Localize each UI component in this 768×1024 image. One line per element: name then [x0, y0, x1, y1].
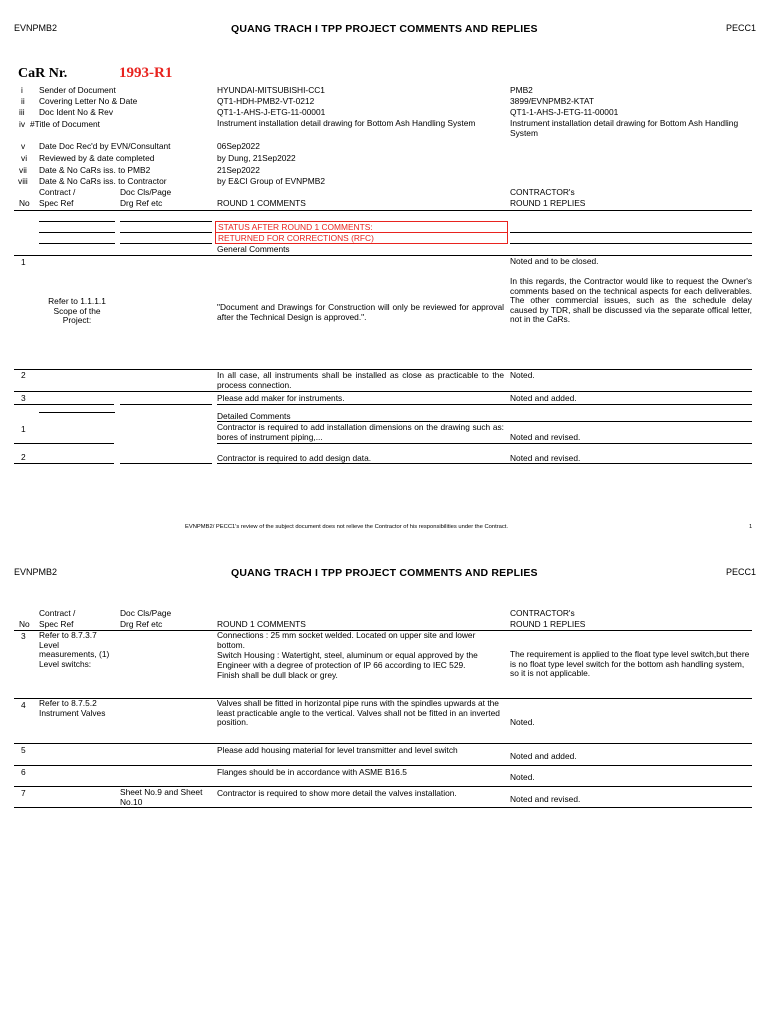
- row-rule: [14, 765, 752, 766]
- row-no: 2: [21, 370, 26, 380]
- col-replies: CONTRACTOR's: [510, 608, 575, 618]
- row-rule: [217, 404, 752, 405]
- cell-rule: [39, 221, 115, 222]
- row-rule: [14, 391, 752, 392]
- row-reply: Noted and added.: [510, 751, 577, 761]
- row-comment: Valves shall be fitted in horizontal pipe runs with the spindles upwards at the least practicable angle to the vertical. Valves shall not be fitted in an inverted position.: [217, 698, 500, 728]
- info-idx: iii: [19, 107, 25, 117]
- detailed-comments-heading: Detailed Comments: [217, 411, 291, 421]
- cell-rule: [39, 412, 115, 413]
- info-value: QT1-1-AHS-J-ETG-11-00001: [217, 107, 326, 117]
- info-label: Reviewed by & date completed: [39, 153, 155, 163]
- row-no: 1: [21, 257, 26, 267]
- info-value: 21Sep2022: [217, 165, 260, 175]
- row-comment: Please add housing material for level transmitter and level switch: [217, 745, 458, 755]
- info-label: Sender of Document: [39, 85, 116, 95]
- row-comment: Contractor is required to show more detail the valves installation.: [217, 788, 457, 798]
- row-spec-ref: Refer to 8.7.3.7 Level measurements, (1) Level switchs:: [39, 630, 110, 669]
- header-left: EVNPMB2: [14, 567, 58, 577]
- info-value: QT1-HDH-PMB2-VT-0212: [217, 96, 315, 106]
- cell-rule: [39, 232, 115, 233]
- row-comment: Contractor is required to add design data.: [217, 453, 372, 463]
- row-no: 3: [21, 393, 26, 403]
- row-doc-ref: Sheet No.9 and Sheet No.10: [120, 787, 203, 807]
- row-reply: Noted.: [510, 370, 535, 380]
- row-rule: [14, 743, 752, 744]
- row-rule: [217, 443, 752, 444]
- header-rule: [14, 210, 752, 211]
- info-label: #Title of Document: [30, 119, 100, 129]
- col-contract: Contract /: [39, 608, 76, 618]
- cell-rule: [120, 221, 212, 222]
- header-title: QUANG TRACH I TPP PROJECT COMMENTS AND REPLIES: [231, 23, 538, 35]
- row-reply: Noted.: [510, 717, 535, 727]
- row-reply: The requirement is applied to the float type level switch,but there is no float type level switch for the bottom ash handling system, so it is not applicable.: [510, 649, 750, 679]
- row-reply: Noted and added.: [510, 393, 577, 403]
- info-idx: v: [21, 141, 26, 151]
- row-rule: [217, 463, 752, 464]
- info-idx: i: [21, 85, 23, 95]
- info-idx: ii: [21, 96, 25, 106]
- col-spec: Spec Ref: [39, 198, 74, 208]
- col-replies-2: ROUND 1 REPLIES: [510, 619, 586, 629]
- info-value: Instrument installation detail drawing for Bottom Ash Handling System: [217, 118, 476, 128]
- row-rule: [120, 463, 212, 464]
- info-idx: vii: [19, 165, 27, 175]
- cell-rule: [120, 243, 212, 244]
- col-comments: ROUND 1 COMMENTS: [217, 198, 306, 208]
- col-no: No: [19, 619, 30, 629]
- row-rule: [14, 404, 114, 405]
- row-comment: In all case, all instruments shall be installed as close as practicable to the process connection.: [217, 370, 504, 390]
- row-comment: Flanges should be in accordance with ASME B16.5: [217, 767, 407, 777]
- info-value-2: Instrument installation detail drawing for Bottom Ash Handling System: [510, 118, 739, 138]
- row-comment: Please add maker for instruments.: [217, 393, 345, 403]
- cell-rule: [510, 243, 752, 244]
- cell-rule: [510, 232, 752, 233]
- row-no: 4: [21, 700, 26, 710]
- info-idx: vi: [21, 153, 28, 163]
- status-title: STATUS AFTER ROUND 1 COMMENTS:: [218, 222, 373, 232]
- col-replies-2: ROUND 1 REPLIES: [510, 198, 586, 208]
- row-spec-ref: Refer to 1.1.1.1 Scope of the Project:: [48, 296, 106, 326]
- row-reply: Noted and to be closed.: [510, 256, 599, 266]
- col-spec: Spec Ref: [39, 619, 74, 629]
- header-left: EVNPMB2: [14, 23, 58, 33]
- col-doc: Doc Cls/Page: [120, 608, 172, 618]
- info-value-2: 3899/EVNPMB2-KTAT: [510, 96, 594, 106]
- col-contract: Contract /: [39, 187, 76, 197]
- info-label: Doc Ident No & Rev: [39, 107, 114, 117]
- col-doc: Doc Cls/Page: [120, 187, 172, 197]
- info-value: HYUNDAI-MITSUBISHI-CC1: [217, 85, 325, 95]
- col-drg: Drg Ref etc: [120, 198, 163, 208]
- info-value-2: QT1-1-AHS-J-ETG-11-00001: [510, 107, 619, 117]
- car-number: 1993-R1: [119, 65, 173, 81]
- info-label: Date Doc Rec'd by EVN/Consultant: [39, 141, 171, 151]
- row-spec-ref: Refer to 8.7.5.2 Instrument Valves: [39, 698, 106, 718]
- row-no: 1: [21, 424, 26, 434]
- row-reply: Noted.: [510, 772, 535, 782]
- status-value: RETURNED FOR CORRECTIONS (RFC): [218, 233, 374, 243]
- info-label: Date & No CaRs iss. to PMB2: [39, 165, 151, 175]
- col-no: No: [19, 198, 30, 208]
- row-no: 2: [21, 452, 26, 462]
- info-value: by Dung, 21Sep2022: [217, 153, 296, 163]
- footer-note: EVNPMB2/ PECC1's review of the subject document does not relieve the Contractor of his responsibilities under the Contract.: [185, 524, 508, 530]
- row-comment: Switch Housing : Watertight, steel, aluminum or equal approved by the Engineer with a degree of protection of IP 66 according to IEC 529.: [217, 650, 478, 670]
- info-value: by E&CI Group of EVNPMB2: [217, 176, 325, 186]
- row-comment: Contractor is required to add installation dimensions on the drawing such as: bores of instrument piping,...: [217, 422, 504, 442]
- cell-rule: [120, 232, 212, 233]
- row-rule: [14, 443, 114, 444]
- info-label: Date & No CaRs iss. to Contractor: [39, 176, 167, 186]
- info-value-2: PMB2: [510, 85, 533, 95]
- car-label: CaR Nr.: [18, 66, 68, 81]
- row-no: 5: [21, 745, 26, 755]
- row-reply: Noted and revised.: [510, 432, 581, 442]
- info-label: Covering Letter No & Date: [39, 96, 138, 106]
- row-rule: [14, 807, 752, 808]
- header-right: PECC1: [726, 567, 757, 577]
- row-no: 7: [21, 788, 26, 798]
- row-comment: "Document and Drawings for Construction will only be reviewed for approval after the Technical Design is approved.".: [217, 302, 504, 322]
- general-comments-heading: General Comments: [217, 244, 290, 254]
- page-number: 1: [749, 524, 753, 530]
- row-reply: Noted and revised.: [510, 794, 581, 804]
- row-no: 6: [21, 767, 26, 777]
- row-reply: Noted and revised.: [510, 453, 581, 463]
- row-no: 3: [21, 631, 26, 641]
- col-comments: ROUND 1 COMMENTS: [217, 619, 306, 629]
- header-right: PECC1: [726, 23, 757, 33]
- row-reply: In this regards, the Contractor would like to request the Owner's comments based on the technical aspects for each deliverables. The other commercial issues, such as the schedule delay caused by TDR, shall be discussed via the separate offical letter, not in the CaRs.: [510, 276, 752, 325]
- header-title: QUANG TRACH I TPP PROJECT COMMENTS AND REPLIES: [231, 567, 538, 579]
- row-rule: [14, 463, 114, 464]
- info-value: 06Sep2022: [217, 141, 260, 151]
- col-replies: CONTRACTOR's: [510, 187, 575, 197]
- row-rule: [120, 404, 212, 405]
- info-idx: viii: [18, 176, 28, 186]
- row-rule: [14, 255, 752, 256]
- col-drg: Drg Ref etc: [120, 619, 163, 629]
- info-idx: iv: [19, 119, 26, 129]
- row-comment: Connections : 25 mm socket welded. Located on upper site and lower bottom.: [217, 630, 476, 650]
- cell-rule: [39, 243, 115, 244]
- row-comment: Finish shall be dull black or grey.: [217, 670, 338, 680]
